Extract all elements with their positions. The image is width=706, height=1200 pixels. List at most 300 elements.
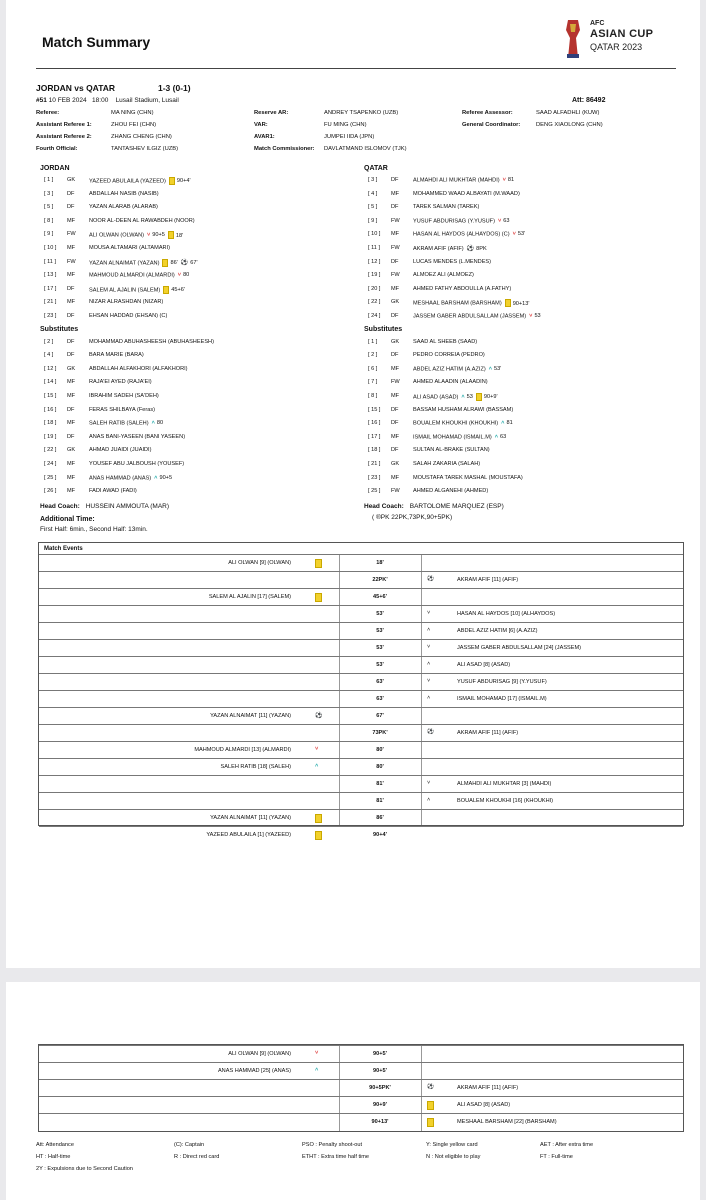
legend-item: AET : After extra time xyxy=(540,1142,594,1148)
sub-on-icon: ˄ xyxy=(427,797,431,803)
player-name-text: JASSEM GABER ABDULSALLAM (JASSEM) xyxy=(413,313,527,320)
match-teams: JORDAN vs QATAR xyxy=(36,83,116,93)
player-name-text: AKRAM AFIF (AFIF) xyxy=(413,245,464,252)
event-minute: 18' xyxy=(376,560,384,566)
player-number: [ 6 ] xyxy=(368,365,378,372)
player-name-text: MOHAMMAD ABUHASHEESH (ABUHASHEESH) xyxy=(89,338,214,345)
player-name xyxy=(413,407,513,413)
player-row xyxy=(44,379,344,388)
match-time: 18:00 xyxy=(92,97,109,104)
player-name-text: MAHMOUD ALMARDI (ALMARDI) xyxy=(89,272,175,279)
official-value: SAAD ALFADHLI (KUW) xyxy=(536,110,600,116)
player-name-text: BARA MARIE (BARA) xyxy=(89,352,144,359)
player-position: MF xyxy=(67,379,76,386)
player-number: [ 17 ] xyxy=(44,285,57,292)
event-minute: 90+4' xyxy=(373,832,387,838)
player-name-text: SALEH RATIB (SALEH) xyxy=(89,420,149,427)
match-info xyxy=(36,97,179,104)
player-name-text: AHMAD JUAIDI (JUAIDI) xyxy=(89,447,152,454)
event-minute: 86' xyxy=(170,260,178,267)
event-row xyxy=(39,826,683,844)
event-marker xyxy=(505,299,530,307)
player-name xyxy=(89,447,151,453)
player-number: [ 22 ] xyxy=(368,299,381,306)
player-name-text: YAZAN ALNAIMAT (YAZAN) xyxy=(89,260,160,267)
player-position: GK xyxy=(391,299,400,306)
player-row xyxy=(368,286,668,295)
player-row xyxy=(368,313,668,322)
event-row xyxy=(39,588,683,606)
event-row xyxy=(39,571,683,589)
event-row xyxy=(39,673,683,691)
player-position: MF xyxy=(391,365,400,372)
player-number: [ 3 ] xyxy=(44,190,54,197)
player-name xyxy=(89,434,185,440)
legend-item: (C): Captain xyxy=(174,1142,205,1148)
event-player-away: HASAN AL HAYDOS [10] (ALHAYDOS) xyxy=(457,611,556,617)
player-number: [ 10 ] xyxy=(44,245,57,251)
player-number: [ 7 ] xyxy=(368,379,378,386)
player-position: DF xyxy=(67,433,75,440)
sub-off-icon: ˅ xyxy=(512,231,516,238)
event-minute: 81 xyxy=(507,177,515,183)
player-position: DF xyxy=(67,406,75,413)
player-number: [ 19 ] xyxy=(44,433,57,440)
player-position: DF xyxy=(67,285,75,292)
player-name xyxy=(413,366,501,372)
player-name xyxy=(413,259,491,265)
event-minute: 53' xyxy=(494,365,502,372)
player-row xyxy=(368,204,668,213)
player-number: [ 13 ] xyxy=(44,272,57,279)
player-row xyxy=(44,420,344,429)
official-label: Match Commissioner: xyxy=(254,146,315,152)
player-name-text: ALMOEZ ALI (ALMOEZ) xyxy=(413,272,474,279)
head-coach-label: Head Coach: xyxy=(364,502,404,510)
event-row xyxy=(39,639,683,657)
team-name-qatar: QATAR xyxy=(364,165,388,172)
event-player-away: AKRAM AFIF [11] (AFIF) xyxy=(457,730,519,736)
player-number: [ 15 ] xyxy=(368,406,381,413)
sub-on-icon: ˄ xyxy=(501,420,505,427)
event-row xyxy=(39,656,683,674)
yellow-card-icon xyxy=(476,393,482,401)
player-position: GK xyxy=(67,365,76,372)
yellow-card-icon xyxy=(162,259,168,267)
goals-note: ( ®PK 22PK,73PK,90+5PK) xyxy=(372,513,453,521)
player-name-text: ALMAHDI ALI MUKHTAR (MAHDI) xyxy=(413,177,500,184)
player-row xyxy=(44,177,344,186)
player-name-text: AHMED ALAADIN (ALAADIN) xyxy=(413,379,488,386)
player-number: [ 14 ] xyxy=(44,379,57,386)
player-position: MF xyxy=(391,393,400,399)
official-value: ANDREY TSAPENKO (UZB) xyxy=(324,110,399,116)
legend-item: Att: Attendance xyxy=(36,1142,74,1148)
event-marker xyxy=(181,259,198,266)
yellow-card-icon xyxy=(505,299,511,307)
official-value: MA NING (CHN) xyxy=(111,110,154,116)
event-minute: 80' xyxy=(376,747,384,753)
event-minute: 90+9' xyxy=(483,394,498,401)
player-row xyxy=(44,299,344,308)
event-player-away: ALI ASAD [8] (ASAD) xyxy=(457,662,511,668)
player-row xyxy=(44,191,344,200)
player-row xyxy=(44,286,344,295)
logo-afc: AFC xyxy=(590,20,605,27)
player-name-text: NIZAR ALRASHDAN (NIZAR) xyxy=(89,299,164,306)
event-player-away: ALI ASAD [8] (ASAD) xyxy=(457,1102,511,1108)
event-row xyxy=(39,775,683,793)
player-name xyxy=(413,379,488,385)
event-minute: 90+13' xyxy=(371,1119,389,1125)
legend-item: ETHT : Extra time half time xyxy=(302,1154,370,1160)
player-name xyxy=(413,286,511,292)
logo-qatar: QATAR 2023 xyxy=(590,42,643,52)
player-row xyxy=(368,488,668,497)
player-row xyxy=(44,488,344,497)
player-name-text: YAZEED ABULAILA (YAZEED) xyxy=(89,178,166,185)
goal-ball-icon: ⚽ xyxy=(427,729,434,735)
player-number: [ 26 ] xyxy=(44,488,57,495)
sub-on-icon: ˄ xyxy=(427,627,431,633)
report-page-2 xyxy=(6,982,700,1200)
player-name-text: IBRAHIM SADEH (SA'DEH) xyxy=(89,393,159,399)
player-position: DF xyxy=(67,313,75,319)
player-row xyxy=(368,393,668,402)
player-name xyxy=(413,313,541,319)
event-marker xyxy=(529,313,541,319)
player-number: [ 11 ] xyxy=(44,258,57,265)
player-number: [ 5 ] xyxy=(44,204,54,211)
goal-ball-icon: ⚽ xyxy=(466,246,475,252)
player-position: FW xyxy=(391,379,400,386)
player-row xyxy=(368,379,668,388)
official-label: Assistant Referee 1: xyxy=(36,122,92,128)
player-position: MF xyxy=(391,190,400,197)
player-position: MF xyxy=(67,217,76,224)
additional-time-value: First Half: 6min., Second Half: 13min. xyxy=(40,525,148,533)
official-value: DAVLATMAND ISLOMOV (TJK) xyxy=(324,146,407,152)
player-position: DF xyxy=(391,406,399,413)
player-row xyxy=(368,461,668,470)
player-row xyxy=(368,245,668,254)
match-events-table-continued xyxy=(38,1044,684,1132)
player-number: [ 24 ] xyxy=(44,461,57,467)
player-row xyxy=(368,259,668,268)
match-events-table xyxy=(38,542,684,838)
player-name xyxy=(89,461,184,467)
player-row xyxy=(44,313,344,322)
official-label: VAR: xyxy=(254,122,268,128)
player-name-text: EHSAN HADDAD (EHSAN) (C) xyxy=(89,313,168,319)
official-label: Assistant Referee 2: xyxy=(36,134,92,140)
sub-off-icon: ˅ xyxy=(427,644,431,650)
event-minute: 90+4' xyxy=(176,178,191,185)
player-row xyxy=(44,218,344,227)
player-position: FW xyxy=(67,231,76,238)
player-name xyxy=(89,299,163,305)
player-name xyxy=(89,204,158,210)
player-position: DF xyxy=(391,177,399,183)
event-marker xyxy=(152,420,164,426)
player-position: DF xyxy=(391,420,399,427)
event-player-away: AKRAM AFIF [11] (AFIF) xyxy=(457,1085,519,1091)
player-position: DF xyxy=(391,204,399,211)
official-value: ZHOU FEI (CHN) xyxy=(111,122,157,128)
player-row xyxy=(44,245,344,254)
player-number: [ 18 ] xyxy=(368,447,381,454)
substitutes-heading-jordan: Substitutes xyxy=(40,325,79,333)
official-value: FU MING (CHN) xyxy=(324,122,367,128)
official-label: General Coordinator: xyxy=(462,122,521,128)
player-number: [ 12 ] xyxy=(44,365,57,372)
event-row xyxy=(39,758,683,776)
event-marker xyxy=(162,259,177,267)
player-position: MF xyxy=(67,461,76,467)
player-name-text: AHMED ALGANEHI (AHMED) xyxy=(413,488,489,495)
event-player-home: ALI OLWAN [9] (OLWAN) xyxy=(228,1051,291,1057)
event-player-home: ALI OLWAN [9] (OLWAN) xyxy=(228,560,291,566)
player-number: [ 23 ] xyxy=(368,474,381,481)
player-number: [ 21 ] xyxy=(368,461,381,467)
match-number: #51 xyxy=(36,97,47,104)
player-name xyxy=(413,420,513,426)
player-name-text: ALI OLWAN (OLWAN) xyxy=(89,232,145,239)
sub-off-icon: ˅ xyxy=(497,217,502,224)
event-row xyxy=(39,809,683,827)
event-minute: 18' xyxy=(175,232,184,239)
player-name xyxy=(413,339,477,345)
event-player-away: MESHAAL BARSHAM [22] (BARSHAM) xyxy=(457,1119,557,1125)
event-minute: 90+5' xyxy=(373,1051,387,1057)
event-player-away: ISMAIL MOHAMAD [17] (ISMAIL.M) xyxy=(457,696,547,702)
event-minute: 45+6' xyxy=(373,594,387,600)
attendance: Att: 86492 xyxy=(572,97,606,104)
player-name xyxy=(89,366,188,372)
player-number: [ 5 ] xyxy=(368,204,378,211)
player-row xyxy=(44,366,344,375)
player-name-text: ISMAIL MOHAMAD (ISMAIL.M) xyxy=(413,434,492,441)
event-minute: 53' xyxy=(376,611,384,617)
event-minute: 90+5PK' xyxy=(369,1085,391,1091)
event-minute: 53 xyxy=(534,313,541,319)
yellow-card-icon xyxy=(315,831,322,840)
player-name-text: MOUSA ALTAMARI (ALTAMARI) xyxy=(89,245,171,251)
player-name-text: ABDEL AZIZ HATIM (A.AZIZ) xyxy=(413,366,486,373)
player-name-text: PEDRO CORREIA (PEDRO) xyxy=(413,352,485,359)
player-name xyxy=(89,286,185,294)
event-row xyxy=(39,554,683,572)
yellow-card-icon xyxy=(315,559,322,568)
legend-item: PSO : Penalty shoot-out xyxy=(302,1142,363,1148)
player-name xyxy=(413,245,487,252)
match-score: 1-3 (0-1) xyxy=(158,83,191,93)
match-date: 10 FEB 2024 xyxy=(48,97,87,104)
official-value: DENG XIAOLONG (CHN) xyxy=(536,122,603,128)
player-number: [ 17 ] xyxy=(368,433,381,440)
event-row xyxy=(39,1062,683,1080)
event-minute: 63' xyxy=(376,696,384,702)
player-name-text: FADI AWAD (FADI) xyxy=(89,488,137,495)
event-player-away: YUSUF ABDURISAG [9] (Y.YUSUF) xyxy=(457,679,547,685)
goal-ball-icon: ⚽ xyxy=(427,576,434,582)
player-position: MF xyxy=(67,393,76,399)
player-number: [ 19 ] xyxy=(368,272,381,279)
event-minute: 8PK xyxy=(476,246,487,252)
events-title: Match Events xyxy=(44,546,83,552)
player-name-text: ALI ASAD (ASAD) xyxy=(413,394,459,401)
player-position: FW xyxy=(391,488,400,495)
player-number: [ 22 ] xyxy=(44,447,57,454)
player-row xyxy=(368,339,668,348)
player-number: [ 1 ] xyxy=(44,177,54,183)
player-position: GK xyxy=(391,338,400,345)
event-minute: 53' xyxy=(376,645,384,651)
player-name xyxy=(413,177,514,183)
official-value: ZHANG CHENG (CHN) xyxy=(111,134,172,140)
sub-off-icon: ˅ xyxy=(427,610,431,616)
player-position: MF xyxy=(391,433,400,440)
official-label: Reserve AR: xyxy=(254,110,289,116)
yellow-card-icon xyxy=(427,1101,434,1110)
player-name xyxy=(413,488,488,494)
page-title: Match Summary xyxy=(42,34,151,50)
player-name-text: YOUSEF ABU JALBOUSH (YOUSEF) xyxy=(89,461,185,467)
player-row xyxy=(368,177,668,186)
player-number: [ 9 ] xyxy=(44,231,54,238)
player-name-text: LUCAS MENDES (L.MENDES) xyxy=(413,258,492,265)
event-marker xyxy=(467,245,487,252)
event-player-home: YAZAN ALNAIMAT [11] (YAZAN) xyxy=(210,815,291,821)
player-row xyxy=(44,339,344,348)
event-row xyxy=(39,690,683,708)
event-minute: 90+5' xyxy=(373,1068,387,1074)
event-player-home: MAHMOUD ALMARDI [13] (ALMARDI) xyxy=(194,747,291,753)
event-minute: 63 xyxy=(503,217,510,224)
sub-on-icon: ˄ xyxy=(154,474,158,481)
player-position: MF xyxy=(67,488,76,495)
event-minute: 63' xyxy=(376,679,384,685)
player-name-text: ANAS HAMMAD (ANAS) xyxy=(89,475,152,482)
yellow-card-icon xyxy=(169,177,175,185)
legend-item: N : Not eligible to play xyxy=(426,1154,481,1160)
player-position: DF xyxy=(67,338,75,345)
player-name-text: NOOR AL-DEEN AL RAWABDEH (NOOR) xyxy=(89,217,195,224)
player-number: [ 2 ] xyxy=(44,338,54,345)
player-name xyxy=(89,245,170,251)
head-coach-qatar xyxy=(364,503,504,510)
player-row xyxy=(44,434,344,443)
official-value: TANTASHEV ILGIZ (UZB) xyxy=(111,146,179,152)
player-name-text: ANAS BANI-YASEEN (BANI YASEEN) xyxy=(89,433,186,440)
player-name-text: ABDALLAH NASIB (NASIB) xyxy=(89,190,159,197)
player-position: MF xyxy=(67,474,76,481)
official-value: JUMPEI IIDA (JPN) xyxy=(324,134,375,140)
player-name xyxy=(89,177,191,185)
event-minute: 22PK' xyxy=(372,577,388,583)
event-minute: 90+5 xyxy=(159,474,173,481)
sub-off-icon: ˅ xyxy=(315,1050,319,1056)
player-name xyxy=(89,313,167,319)
player-number: [ 16 ] xyxy=(44,406,57,413)
event-row xyxy=(39,1045,683,1063)
event-marker xyxy=(501,420,513,426)
event-minute: 80' xyxy=(376,764,384,770)
event-player-away: ABDEL AZIZ HATIM [6] (A.AZIZ) xyxy=(457,628,538,634)
player-number: [ 15 ] xyxy=(44,393,57,399)
event-minute: 90+5 xyxy=(152,232,165,239)
player-name-text: ABDALLAH ALFAKHORI (ALFAKHORI) xyxy=(89,365,188,372)
player-name-text: HASAN AL HAYDOS (ALHAYDOS) (C) xyxy=(413,231,510,238)
player-number: [ 9 ] xyxy=(368,217,378,224)
legend-item: HT : Half-time xyxy=(36,1154,71,1160)
player-name xyxy=(413,272,474,278)
player-position: MF xyxy=(67,272,76,279)
event-marker xyxy=(163,286,185,294)
event-player-away: AKRAM AFIF [11] (AFIF) xyxy=(457,577,519,583)
player-name xyxy=(89,379,152,385)
sub-off-icon: ˅ xyxy=(315,746,319,752)
player-row xyxy=(368,352,668,361)
event-minute: 86' xyxy=(376,815,384,821)
player-name-text: MESHAAL BARSHAM (BARSHAM) xyxy=(413,300,502,307)
event-minute: 80 xyxy=(156,420,164,427)
event-marker xyxy=(489,366,502,372)
player-name-text: SULTAN AL-BRAKE (SULTAN) xyxy=(413,447,490,454)
asian-cup-logo xyxy=(554,14,674,64)
player-row xyxy=(368,191,668,200)
event-marker xyxy=(476,393,498,401)
event-row xyxy=(39,622,683,640)
official-label: Referee: xyxy=(36,110,60,116)
head-coach-name: BARTOLOME MARQUEZ (ESP) xyxy=(409,502,504,510)
sub-on-icon: ˄ xyxy=(427,661,431,667)
player-position: GK xyxy=(67,177,76,183)
event-minute: 67' xyxy=(190,260,198,267)
player-row xyxy=(44,475,344,484)
player-row xyxy=(368,420,668,429)
player-row xyxy=(368,475,668,484)
player-row xyxy=(44,259,344,268)
event-marker xyxy=(168,231,183,239)
player-number: [ 4 ] xyxy=(368,190,378,197)
player-name-text: SALEM AL AJALIN (SALEM) xyxy=(89,287,161,294)
player-name-text: BOUALEM KHOUKHI (KHOUKHI) xyxy=(413,420,499,427)
player-position: FW xyxy=(391,245,400,251)
event-minute: 90+13' xyxy=(512,300,530,307)
event-row xyxy=(39,1096,683,1114)
player-name-text: YUSUF ABDURISAG (Y.YUSUF) xyxy=(413,218,495,225)
yellow-card-icon xyxy=(163,286,169,294)
event-player-home: YAZAN ALNAIMAT [11] (YAZAN) xyxy=(210,713,291,719)
event-minute: 53' xyxy=(376,662,384,668)
event-marker xyxy=(147,232,165,238)
event-minute: 53' xyxy=(517,231,526,238)
event-player-home: SALEM AL AJALIN [17] (SALEM) xyxy=(208,594,291,600)
player-position: MF xyxy=(391,285,400,292)
event-marker xyxy=(498,218,510,224)
event-row xyxy=(39,605,683,623)
player-row xyxy=(368,218,668,227)
sub-off-icon: ˅ xyxy=(529,313,533,319)
player-row xyxy=(44,272,344,281)
player-number: [ 23 ] xyxy=(44,313,57,319)
event-row xyxy=(39,724,683,742)
report-page-1 xyxy=(6,0,700,968)
event-row xyxy=(39,741,683,759)
event-marker xyxy=(513,231,526,237)
event-marker xyxy=(169,177,191,185)
